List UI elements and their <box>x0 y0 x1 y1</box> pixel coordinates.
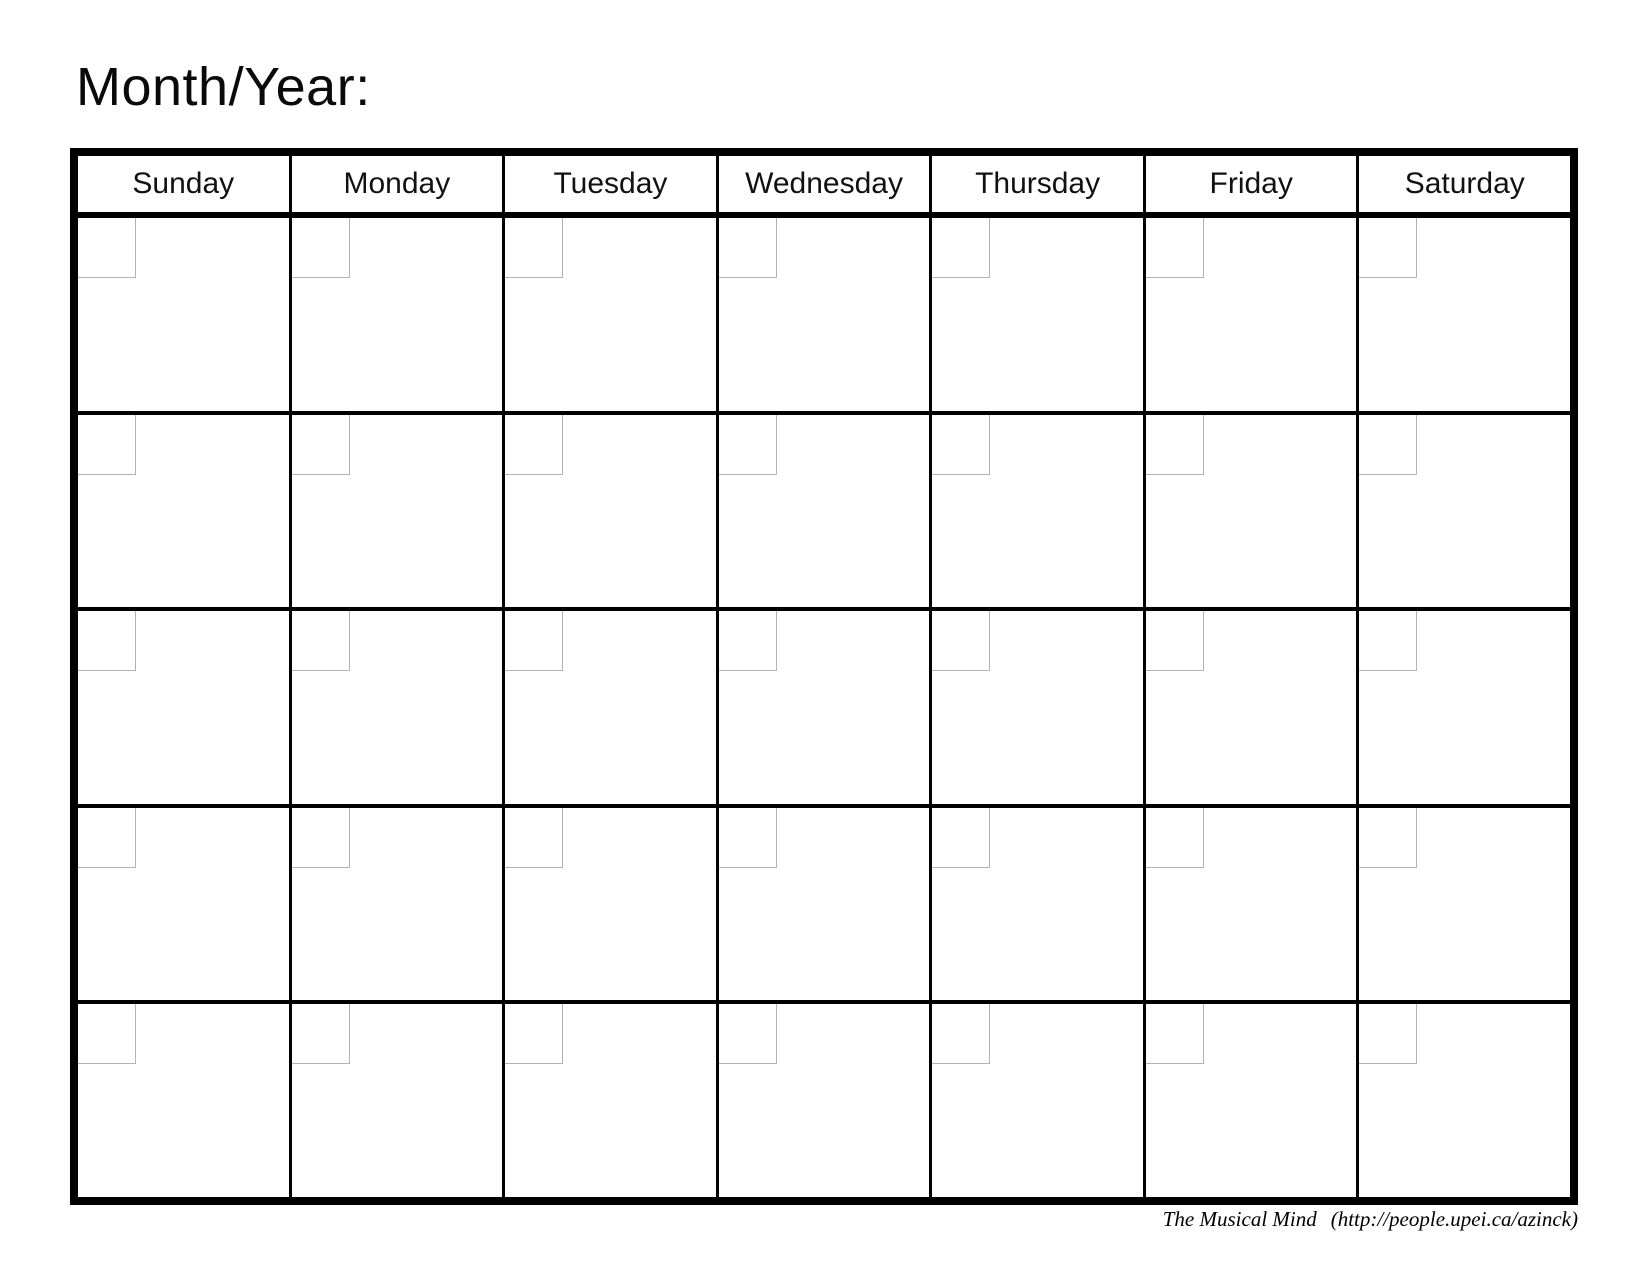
calendar-day-cell <box>505 611 719 804</box>
date-number-box <box>1359 415 1417 475</box>
date-number-box <box>78 808 136 868</box>
date-number-box <box>78 1004 136 1064</box>
date-number-box <box>932 808 990 868</box>
day-header-tuesday: Tuesday <box>505 156 719 212</box>
day-header-row <box>78 156 1570 218</box>
date-number-box <box>292 218 350 278</box>
calendar-day-cell <box>932 808 1146 1001</box>
calendar-week-row <box>78 611 1570 808</box>
date-number-box <box>292 415 350 475</box>
date-number-box <box>505 218 563 278</box>
date-number-box <box>1359 611 1417 671</box>
calendar-day-cell <box>78 1004 292 1197</box>
calendar-week-row <box>78 808 1570 1005</box>
date-number-box <box>1146 808 1204 868</box>
calendar-day-cell <box>505 415 719 608</box>
calendar-day-cell <box>1359 611 1570 804</box>
calendar-day-cell <box>1359 1004 1570 1197</box>
date-number-box <box>78 611 136 671</box>
day-header-wednesday: Wednesday <box>719 156 933 212</box>
date-number-box <box>78 218 136 278</box>
calendar-day-cell <box>78 808 292 1001</box>
calendar-day-cell <box>719 1004 933 1197</box>
calendar-day-cell <box>1146 218 1360 411</box>
date-number-box <box>1359 1004 1417 1064</box>
calendar-day-cell <box>1146 1004 1360 1197</box>
calendar-day-cell <box>292 218 506 411</box>
date-number-box <box>719 808 777 868</box>
calendar-day-cell <box>1146 808 1360 1001</box>
calendar-day-cell <box>1146 611 1360 804</box>
calendar-day-cell <box>1359 415 1570 608</box>
calendar-day-cell <box>78 218 292 411</box>
calendar-day-cell <box>719 218 933 411</box>
date-number-box <box>1146 611 1204 671</box>
calendar-day-cell <box>1359 218 1570 411</box>
calendar-day-cell <box>1146 415 1360 608</box>
calendar-day-cell <box>292 1004 506 1197</box>
date-number-box <box>719 415 777 475</box>
date-number-box <box>719 218 777 278</box>
date-number-box <box>1146 415 1204 475</box>
calendar-day-cell <box>505 218 719 411</box>
date-number-box <box>719 611 777 671</box>
date-number-box <box>505 415 563 475</box>
footer-credit-line <box>1163 1207 1578 1232</box>
date-number-box <box>1146 218 1204 278</box>
calendar-day-cell <box>505 1004 719 1197</box>
calendar-day-cell <box>932 415 1146 608</box>
calendar-day-cell <box>719 415 933 608</box>
date-number-box <box>292 1004 350 1064</box>
calendar-day-cell <box>932 1004 1146 1197</box>
footer-credit: The Musical Mind <box>1162 1207 1317 1231</box>
calendar-day-cell <box>292 611 506 804</box>
day-header-saturday: Saturday <box>1404 167 1525 200</box>
calendar-day-cell <box>505 808 719 1001</box>
date-number-box <box>505 1004 563 1064</box>
date-number-box <box>932 218 990 278</box>
date-number-box <box>719 1004 777 1064</box>
date-number-box <box>292 808 350 868</box>
calendar-week-row <box>78 415 1570 612</box>
day-header-friday: Friday <box>1146 156 1360 212</box>
day-header-monday: Monday <box>292 156 506 212</box>
calendar-week-row <box>78 1004 1570 1197</box>
date-number-box <box>932 415 990 475</box>
day-header-thursday: Thursday <box>932 156 1146 212</box>
day-header-sunday: Sunday <box>78 156 292 212</box>
footer-url: (http://people.upei.ca/azinck) <box>1330 1207 1578 1231</box>
date-number-box <box>78 415 136 475</box>
date-number-box <box>932 1004 990 1064</box>
calendar-day-cell <box>719 808 933 1001</box>
calendar-day-cell <box>78 611 292 804</box>
calendar-day-cell <box>78 415 292 608</box>
date-number-box <box>1359 218 1417 278</box>
page-title: Month/Year: <box>76 57 371 117</box>
calendar-day-cell <box>719 611 933 804</box>
calendar-day-cell <box>292 415 506 608</box>
date-number-box <box>1146 1004 1204 1064</box>
date-number-box <box>505 611 563 671</box>
date-number-box <box>1359 808 1417 868</box>
calendar-day-cell <box>932 611 1146 804</box>
calendar-day-cell <box>932 218 1146 411</box>
date-number-box <box>505 808 563 868</box>
calendar-grid <box>70 148 1578 1205</box>
date-number-box <box>292 611 350 671</box>
calendar-week-row <box>78 218 1570 415</box>
calendar-day-cell <box>1359 808 1570 1001</box>
date-number-box <box>932 611 990 671</box>
calendar-day-cell <box>292 808 506 1001</box>
